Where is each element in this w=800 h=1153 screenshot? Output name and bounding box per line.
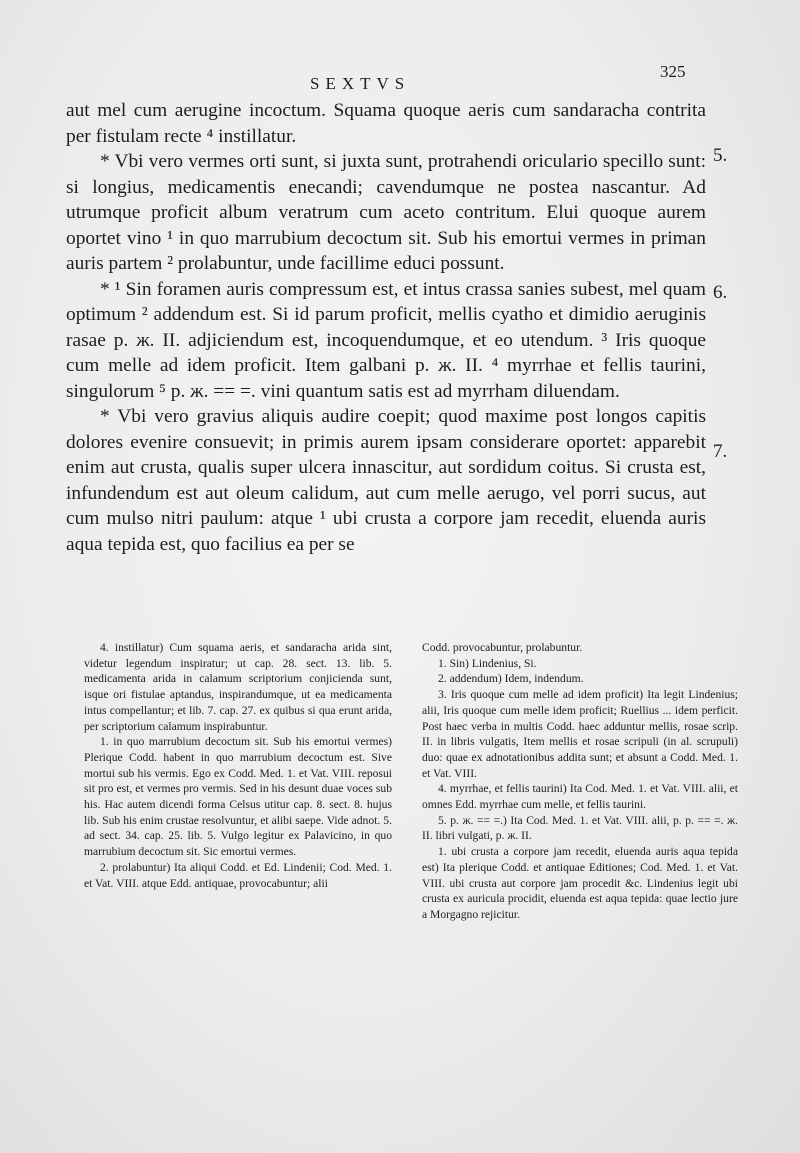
main-paragraph: * Vbi vero gravius aliquis audire coepit; quod maxime post longos capitis dolores evenire consuevit; in primis aurem ipsam considerare oportet: apparebit enim aut crusta, qualis super ulcera innascitur, aut sordidum coitus. Si crusta est, infundendum est aut oleum calidum, aut cum melle aerugo, vel porri sucus, aut cum mulso nitri paulum: atque ¹ ubi crusta a corpore jam recedit, eluenda auris aqua tepida est, quo facilius ea per se: [66, 406, 706, 555]
running-title: SEXTVS: [310, 74, 411, 93]
main-paragraph: * ¹ Sin foramen auris compressum est, et intus crassa sanies subest, mel quam optimum ² addendum est. Si id parum proficit, mellis cyatho et dimidio aeruginis rasae p. ж. II. adjiciendum est, incoquendumque, et eo utendum. ³ Iris quoque cum melle ad idem proficit. Item galbani p. ж. II. ⁴ myrrhae et fellis taurini, singulorum ⁵ p. ж. == =. vini quantum satis est ad myrrham diluendam.: [66, 278, 706, 402]
margin-number: 6.: [713, 282, 728, 303]
footnote: 1. in quo marrubium decoctum sit. Sub his emortui vermes) Plerique Codd. habent in quo marrubium decoctum est. Sive mortui sub his vermis. Ego ex Codd. Med. 1. et Vat. VIII. reposui sit pro est, et vermes pro vermis. Sed in his desunt duae voces sub his. Hac autem dicendi forma Celsus utitur cap. 8. sect. 8. hujus lib. Sub his enim crustae resolvuntur, et alibi saepe. Vide adnot. 5. ad sect. 34. cap. 25. lib. 5. Vulgo legitur ex Palavicino, in quo marrubium decoctum sit. Sic emortui vermes.: [84, 735, 392, 859]
margin-number: 7.: [713, 441, 728, 462]
main-paragraph: * Vbi vero vermes orti sunt, si juxta sunt, protrahendi oriculario specillo sunt: si longius, medicamentis enecandi; cavendumque ne postea nascantur. Ad utrumque proficit album veratrum cum aceto contritum. Elui quoque aurem oportet vino ¹ in quo marrubium decoctum sit. Sub his emortui vermes in priman auris partem ² prolabuntur, unde facillime educi possunt.: [66, 151, 706, 274]
footnote: 1. ubi crusta a corpore jam recedit, eluenda auris aqua tepida est) Ita plerique Codd. et antiquae Editiones; Cod. Med. 1. et Vat. VIII. ubi crusta aut corpore jam procedit &c. Lindenius legit ubi crusta ex auricula procidit, eluenda est aqua tepida: quae lectio jure a Morgagno rejicitur.: [422, 845, 738, 921]
margin-number: 5.: [713, 145, 728, 166]
footnote: 2. prolabuntur) Ita aliqui Codd. et Ed. Lindenii; Cod. Med. 1. et Vat. VIII. atque Edd. antiquae, provocabuntur; alii: [84, 860, 392, 890]
main-paragraph: aut mel cum aerugine incoctum. Squama quoque aeris cum sandaracha contrita per fistulam recte ⁴ instillatur.: [66, 100, 706, 147]
footnote: 4. instillatur) Cum squama aeris, et sandaracha arida sint, videtur legendum inspiratur; ut cap. 28. sect. 13. lib. 5. medicamenta arida in calamum scriptorium conjicienda sunt, isque ori fistulae aptandus, inspirandumque, ut ea medicamenta intus compellantur; et lib. 7. cap. 27. ex quibus si qua erunt arida, per scriptorium calamum inspirabuntur.: [84, 641, 392, 733]
footnotes-right-column: [422, 640, 738, 923]
footnote: 2. addendum) Idem, indendum.: [438, 672, 584, 686]
footnote: 4. myrrhae, et fellis taurini) Ita Cod. Med. 1. et Vat. VIII. alii, et omnes Edd. myrrhae cum melle, et fellis taurini.: [422, 782, 738, 812]
footnote: 1. Sin) Lindenius, Si.: [438, 656, 537, 670]
footnote: Codd. provocabuntur, prolabuntur.: [422, 641, 583, 654]
footnote: 3. Iris quoque cum melle ad idem proficit) Ita legit Lindenius; alii, Iris quoque cum melle idem proficit; Ruellius ... idem perficit. Post haec verba in multis Codd. haec adduntur mellis, rosae scrip. II. in libris vulgatis, Item mellis et rosae scripuli (in al. scrupuli) duo: quae ex adnotationibus addita sunt; et absunt a Codd. Med. 1. et Vat. VIII.: [422, 688, 738, 780]
main-text-block: [66, 98, 706, 557]
footnote: 5. p. ж. == =.) Ita Cod. Med. 1. et Vat. VIII. alii, p. p. == =. ж. II. libri vulgati, p. ж. II.: [422, 813, 738, 843]
footnotes-left-column: [84, 640, 392, 891]
page-number: 325: [660, 62, 686, 81]
